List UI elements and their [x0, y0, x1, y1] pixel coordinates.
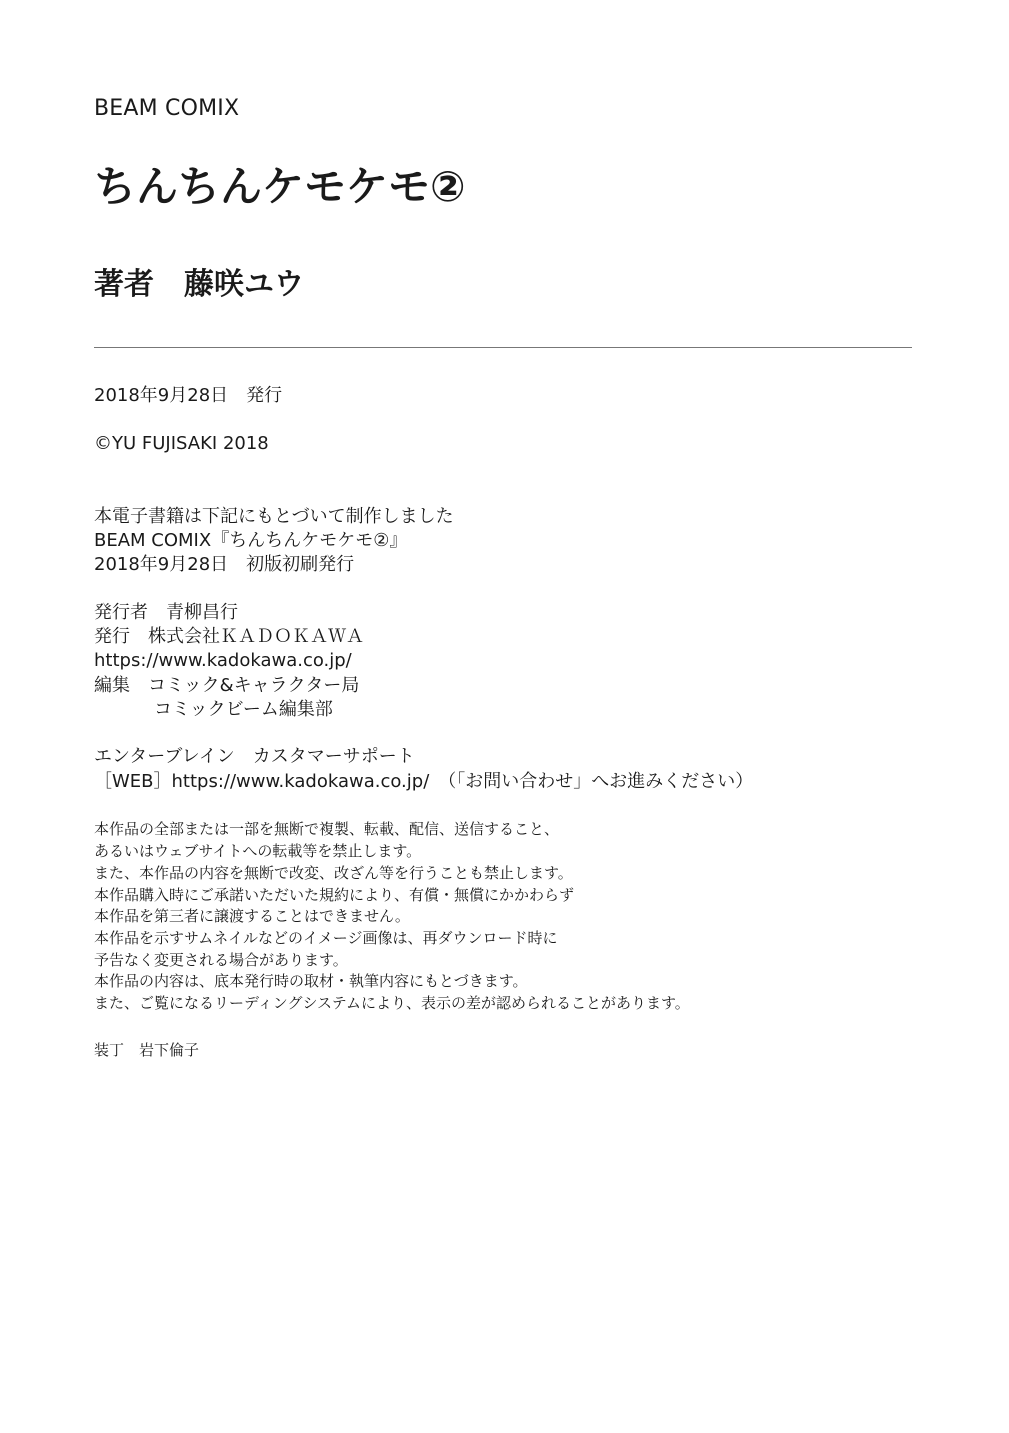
notice-line: 本作品を示すサムネイルなどのイメージ画像は、再ダウンロード時に — [94, 929, 558, 947]
editorial-department: 編集 コミック&キャラクター局 — [94, 675, 360, 696]
author-label: 著者 — [94, 267, 154, 302]
notice-line: また、本作品の内容を無断で改変、改ざん等を行うことも禁止します。 — [94, 864, 573, 882]
notice-line: 本作品の内容は、底本発行時の取材・執筆内容にもとづきます。 — [94, 972, 528, 990]
divider-rule — [94, 347, 912, 348]
support-web: ［WEB］https://www.kadokawa.co.jp/ （「お問い合わせ」へお進みください） — [94, 771, 754, 792]
notice-line: また、ご覧になるリーディングシステムにより、表示の差が認められることがあります。 — [94, 994, 690, 1012]
notice-line: 本作品を第三者に譲渡することはできません。 — [94, 907, 410, 925]
imprint-label: BEAM COMIX — [94, 96, 240, 121]
publisher-person: 発行者 青柳昌行 — [94, 602, 238, 623]
copyright-notice: ©YU FUJISAKI 2018 — [94, 433, 269, 454]
publisher-url: https://www.kadokawa.co.jp/ — [94, 650, 352, 671]
notice-line: 本作品の全部または一部を無断で複製、転載、配信、送信すること、 — [94, 820, 560, 838]
support-title: エンターブレイン カスタマーサポート — [94, 746, 415, 767]
source-edition-line-1: 本電子書籍は下記にもとづいて制作しました — [94, 506, 454, 527]
notice-line: 本作品購入時にご承諾いただいた規約により、有償・無償にかかわらず — [94, 886, 575, 904]
notice-line: あるいはウェブサイトへの転載等を禁止します。 — [94, 842, 422, 860]
publication-date: 2018年9月28日 発行 — [94, 385, 283, 406]
editorial-division: コミックビーム編集部 — [154, 699, 333, 720]
source-edition-line-2: BEAM COMIX『ちんちんケモケモ②』 — [94, 530, 408, 551]
source-edition-line-3: 2018年9月28日 初版初刷発行 — [94, 554, 355, 575]
design-credit: 装丁 岩下倫子 — [94, 1041, 200, 1059]
publisher-company: 発行 株式会社ＫＡＤＯＫＡＷＡ — [94, 626, 364, 647]
book-title: ちんちんケモケモ② — [94, 162, 466, 211]
notice-line: 予告なく変更される場合があります。 — [94, 951, 348, 969]
author-name: 藤咲ユウ — [184, 267, 304, 302]
author-line — [94, 267, 304, 302]
